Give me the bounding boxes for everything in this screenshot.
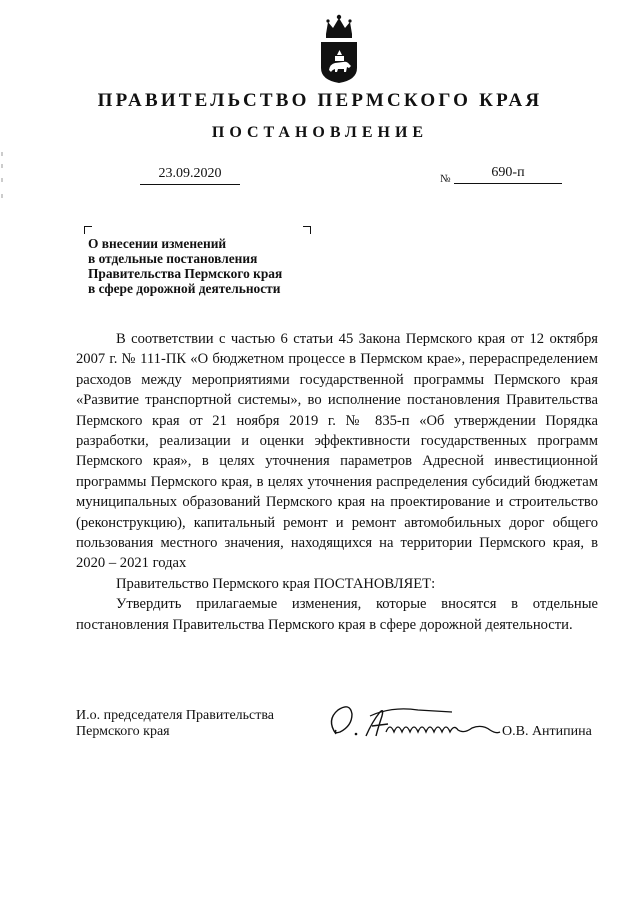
document-number: 690-п	[454, 165, 562, 184]
perm-krai-coat-of-arms-icon	[318, 12, 360, 84]
document-subject	[88, 236, 308, 296]
subject-line: Правительства Пермского края	[88, 266, 283, 281]
margin-marks	[0, 150, 4, 210]
subject-line: О внесении изменений	[88, 236, 227, 251]
body-paragraph-approve: Утвердить прилагаемые изменения, которые вносятся в отдельные постановления Правительства Пермского края в сфере дорожной деятельности.	[76, 596, 598, 633]
subject-line: в отдельные постановления	[88, 251, 258, 266]
body-paragraph-preamble: В соответствии с частью 6 статьи 45 Закона Пермского края от 12 октября 2007 г. № 111-ПК «О бюджетном процессе в Пермском крае», перераспределением расходов между мероприятиями государственной программы Пермского края «Развитие транспортной системы», во исполнение постановления Правительства Пермского края от 21 ноября 2019 г. № 835-п «Об утверждении Порядка разработки, реализации и оценки эффективности государственных программ Пермского края», в целях уточнения параметров Адресной инвестиционной программы Пермского края, в целях уточнения распределения субсидий бюджетам муниципальных образований Пермского края на проектирование и строительство (реконструкцию), капитальный ремонт и ремонт автомобильных дорог общего пользования местного значения, находящихся на территории Пермского края, в 2020 – 2021 годах	[76, 331, 598, 572]
document-date: 23.09.2020	[140, 166, 240, 185]
handwritten-signature	[322, 698, 510, 746]
subject-corner-right	[303, 226, 311, 234]
number-sign: №	[440, 173, 451, 185]
subject-line: в сфере дорожной деятельности	[88, 281, 281, 296]
subject-corner-left	[84, 226, 92, 234]
document-body	[76, 329, 598, 635]
signer-name: О.В. Антипина	[502, 724, 592, 739]
document-type: ПОСТАНОВЛЕНИЕ	[211, 124, 429, 141]
body-paragraph-resolves: Правительство Пермского края ПОСТАНОВЛЯЕТ:	[116, 575, 436, 592]
signer-position-line: Пермского края	[76, 723, 170, 739]
signer-position-line: И.о. председателя Правительства	[76, 708, 275, 723]
government-title: ПРАВИТЕЛЬСТВО ПЕРМСКОГО КРАЯ	[97, 90, 543, 111]
signer-position	[76, 708, 316, 739]
